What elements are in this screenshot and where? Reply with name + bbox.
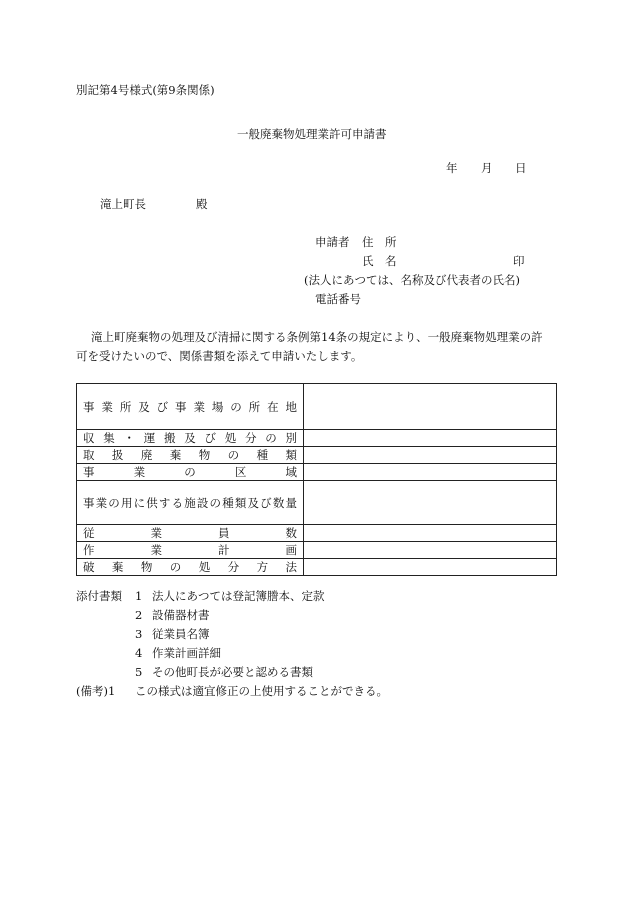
- row-value-field[interactable]: [304, 559, 557, 576]
- applicant-address-label: 住 所: [362, 235, 397, 249]
- attachment-number: 1: [135, 589, 143, 603]
- row-label: 事業の区域: [83, 465, 297, 479]
- row-label: 収集・運搬及び処分の別: [83, 431, 297, 445]
- date-month: 月: [481, 161, 493, 175]
- row-value-field[interactable]: [304, 542, 557, 559]
- row-label: 作業計画: [83, 543, 297, 557]
- application-table: [76, 383, 557, 576]
- body-text-line1: 滝上町廃棄物の処理及び清掃に関する条例第14条の規定により、一般廃棄物処理業の許: [91, 330, 543, 344]
- applicant-name-label: 氏 名: [362, 254, 397, 268]
- attachment-number: 5: [135, 665, 143, 679]
- date-year: 年: [446, 161, 458, 175]
- row-label: 破棄物の処分方法: [83, 560, 297, 574]
- table-row: [77, 559, 557, 576]
- document-title: 一般廃棄物処理業許可申請書: [237, 127, 387, 141]
- row-label: 取扱廃棄物の種類: [83, 448, 297, 462]
- table-row: [77, 447, 557, 464]
- applicant-role: 申請者: [315, 235, 350, 249]
- table-row: [77, 481, 557, 525]
- row-value-field[interactable]: [304, 525, 557, 542]
- phone-label: 電話番号: [315, 292, 361, 306]
- row-label: 従業員数: [83, 526, 297, 540]
- row-label: 事業の用に供する施設の種類及び数量: [83, 495, 297, 510]
- attachment-text: 設備器材書: [152, 608, 210, 622]
- attachment-text: 作業計画詳細: [152, 646, 221, 660]
- attachment-number: 3: [135, 627, 143, 641]
- corporate-note: (法人にあつては、名称及び代表者の氏名): [304, 273, 520, 287]
- row-value-field[interactable]: [304, 430, 557, 447]
- body-text-line2: 可を受けたいので、関係書類を添えて申請いたします。: [76, 349, 363, 363]
- seal-mark: 印: [513, 254, 525, 268]
- attachment-text: 法人にあつては登記簿謄本、定款: [152, 589, 325, 603]
- row-value-field[interactable]: [304, 481, 557, 525]
- row-label: 事業所及び事業場の所在地: [83, 399, 297, 414]
- row-value-field[interactable]: [304, 447, 557, 464]
- addressee-honorific: 殿: [196, 197, 208, 211]
- attachments-heading: 添付書類: [76, 589, 122, 603]
- attachment-number: 4: [135, 646, 143, 660]
- table-row: [77, 384, 557, 430]
- row-value-field[interactable]: [304, 464, 557, 481]
- attachment-text: その他町長が必要と認める書類: [152, 665, 313, 679]
- attachment-text: 従業員名簿: [152, 627, 210, 641]
- attachment-number: 2: [135, 608, 143, 622]
- note-label: (備考)1: [76, 684, 116, 698]
- form-number: 別記第4号様式(第9条関係): [76, 83, 215, 97]
- addressee-name: 滝上町長: [100, 197, 146, 211]
- table-row: [77, 464, 557, 481]
- table-row: [77, 542, 557, 559]
- table-row: [77, 525, 557, 542]
- date-day: 日: [515, 161, 527, 175]
- table-row: [77, 430, 557, 447]
- note-text: この様式は適宜修正の上使用することができる。: [135, 684, 388, 698]
- row-value-field[interactable]: [304, 384, 557, 430]
